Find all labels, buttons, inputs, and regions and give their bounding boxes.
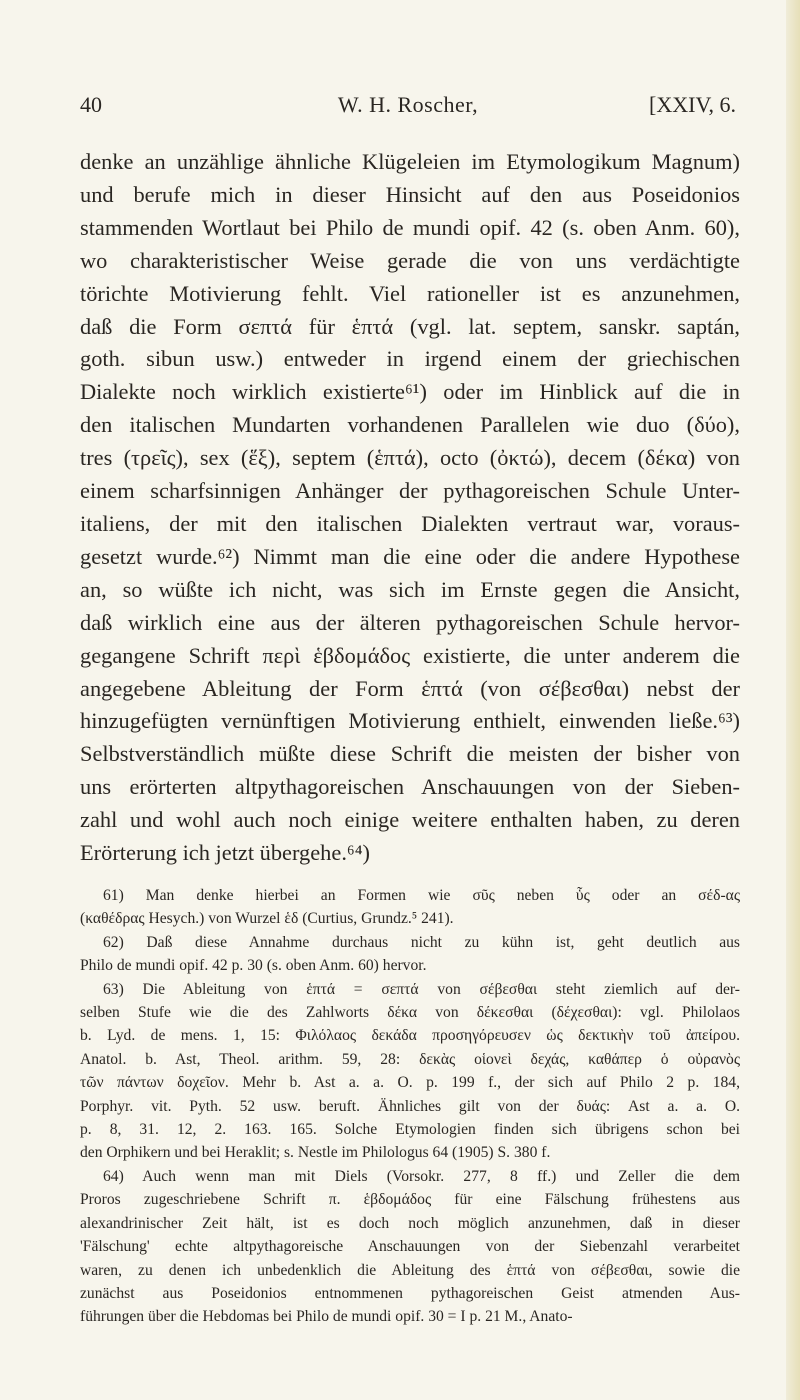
- footnote-line: Porphyr. vit. Pyth. 52 usw. beruft. Ähnliches gilt von der δυάς: Ast a. a. O.: [80, 1097, 740, 1115]
- main-text: [80, 146, 740, 870]
- footnote-line: waren, zu denen ich unbedenklich die Ableitung des ἑπτά von σέβεσθαι, sowie die: [80, 1261, 740, 1279]
- footnote-line: (καθέδρας Hesych.) von Wurzel ἑδ (Curtius, Grundz.⁵ 241).: [80, 910, 454, 928]
- text-line: gegangene Schrift περὶ ἑβδομάδος existierte, die unter anderem die: [80, 642, 740, 668]
- footnote-line: 61) Man denke hierbei an Formen wie σῦς neben ὗς oder an σέδ-ας: [103, 887, 740, 904]
- text-line: denke an unzählige ähnliche Klügeleien im Etymologikum Magnum): [80, 149, 740, 174]
- footnote-line: den Orphikern und bei Heraklit; s. Nestle im Philologus 64 (1905) S. 380 f.: [80, 1144, 551, 1162]
- text-line: tres (τρεῖς), sex (ἕξ), septem (ἑπτά), octo (ὀκτώ), decem (δέκα) von: [80, 445, 740, 471]
- text-line: italiens, der mit den italischen Dialekten vertraut war, voraus-: [80, 510, 740, 536]
- footnote-line: 'Fälschung' echte altpythagoreische Anschauungen von der Siebenzahl verarbeitet: [80, 1238, 740, 1256]
- text-line: uns erörterten altpythagoreischen Anschauungen von der Sieben-: [80, 774, 740, 800]
- text-line: zahl und wohl auch noch einige weitere enthalten haben, zu deren: [80, 807, 740, 833]
- footnote-line: 64) Auch wenn man mit Diels (Vorsokr. 277, 8 ff.) und Zeller die dem: [103, 1167, 740, 1185]
- footnote-line: Proros zugeschriebene Schrift π. ἑβδομάδος für eine Fälschung frühestens aus: [80, 1191, 740, 1209]
- section-signature: [XXIV, 6.: [649, 92, 736, 117]
- footnote: [80, 1165, 740, 1329]
- text-line: hinzugefügten vernünftigen Motivierung enthielt, einwenden ließe.⁶³): [80, 708, 740, 734]
- footnote: [80, 978, 740, 1165]
- text-line: an, so wüßte ich nicht, was sich im Ernste gegen die Ansicht,: [80, 576, 740, 602]
- text-line: stammenden Wortlaut bei Philo de mundi opif. 42 (s. oben Anm. 60),: [80, 214, 740, 240]
- footnote-line: zunächst aus Poseidonios entnommenen pythagoreischen Geist atmenden Aus-: [80, 1284, 740, 1302]
- text-line: daß die Form σεπτά für ἑπτά (vgl. lat. septem, sanskr. saptán,: [80, 313, 740, 339]
- footnote-line: führungen über die Hebdomas bei Philo de mundi opif. 30 = I p. 21 M., Anato-: [80, 1308, 573, 1326]
- text-line: angegebene Ableitung der Form ἑπτά (von σέβεσθαι) nebst der: [80, 675, 740, 701]
- text-line: Selbstverständlich müßte diese Schrift die meisten der bisher von: [80, 741, 740, 767]
- text-line: törichte Motivierung fehlt. Viel rationeller ist es anzunehmen,: [80, 280, 740, 306]
- footnote-line: τῶν πάντων δοχεῖον. Mehr b. Ast a. a. O. p. 199 f., der sich auf Philo 2 p. 184,: [80, 1074, 740, 1092]
- footnote-line: selben Stufe wie die des Zahlworts δέκα von δέκεσθαι (δέχεσθαι): vgl. Philolaos: [80, 1004, 740, 1022]
- running-title: W. H. Roscher,: [337, 92, 479, 117]
- footnote-line: p. 8, 31. 12, 2. 163. 165. Solche Etymologien finden sich übrigens schon bei: [80, 1121, 740, 1139]
- footnote-line: 62) Daß diese Annahme durchaus nicht zu kühn ist, geht deutlich aus: [103, 933, 740, 951]
- footnote-line: 63) Die Ableitung von ἑπτά = σεπτά von σέβεσθαι steht ziemlich auf der-: [103, 980, 740, 998]
- text-line: gesetzt wurde.⁶²) Nimmt man die eine oder die andere Hypothese: [80, 543, 740, 569]
- text-line: und berufe mich in dieser Hinsicht auf den aus Poseidonios: [80, 181, 740, 207]
- footnote-line: Anatol. b. Ast, Theol. arithm. 59, 28: δεκὰς οἱονεὶ δεχάς, καθάπερ ὁ οὐρανὸς: [80, 1050, 740, 1068]
- footnote-line: alexandrinischer Zeit hält, ist es doch noch möglich anzunehmen, daß in dieser: [80, 1214, 740, 1232]
- text-line: Dialekte noch wirklich existierte⁶¹) oder im Hinblick auf die in: [80, 379, 740, 405]
- footnotes: [80, 884, 740, 1329]
- running-header: [80, 92, 736, 124]
- footnote: [80, 884, 740, 931]
- page-edge: [786, 0, 800, 1400]
- footnote: [80, 931, 740, 978]
- text-line: den italischen Mundarten vorhandenen Parallelen wie duo (δύο),: [80, 412, 740, 438]
- text-line: goth. sibun usw.) entweder in irgend einem der griechischen: [80, 346, 740, 372]
- text-line: daß wirklich eine aus der älteren pythagoreischen Schule hervor-: [80, 609, 740, 635]
- text-line: Erörterung ich jetzt übergehe.⁶⁴): [80, 840, 370, 866]
- page-number: 40: [80, 92, 102, 117]
- text-line: wo charakteristischer Weise gerade die von uns verdächtigte: [80, 247, 740, 273]
- text-line: einem scharfsinnigen Anhänger der pythagoreischen Schule Unter-: [80, 478, 740, 504]
- footnote-line: Philo de mundi opif. 42 p. 30 (s. oben Anm. 60) hervor.: [80, 957, 427, 975]
- footnote-line: b. Lyd. de mens. 1, 15: Φιλόλαος δεκάδα προσηγόρευσεν ὡς δεκτικὴν τοῦ ἀπείρου.: [80, 1027, 740, 1045]
